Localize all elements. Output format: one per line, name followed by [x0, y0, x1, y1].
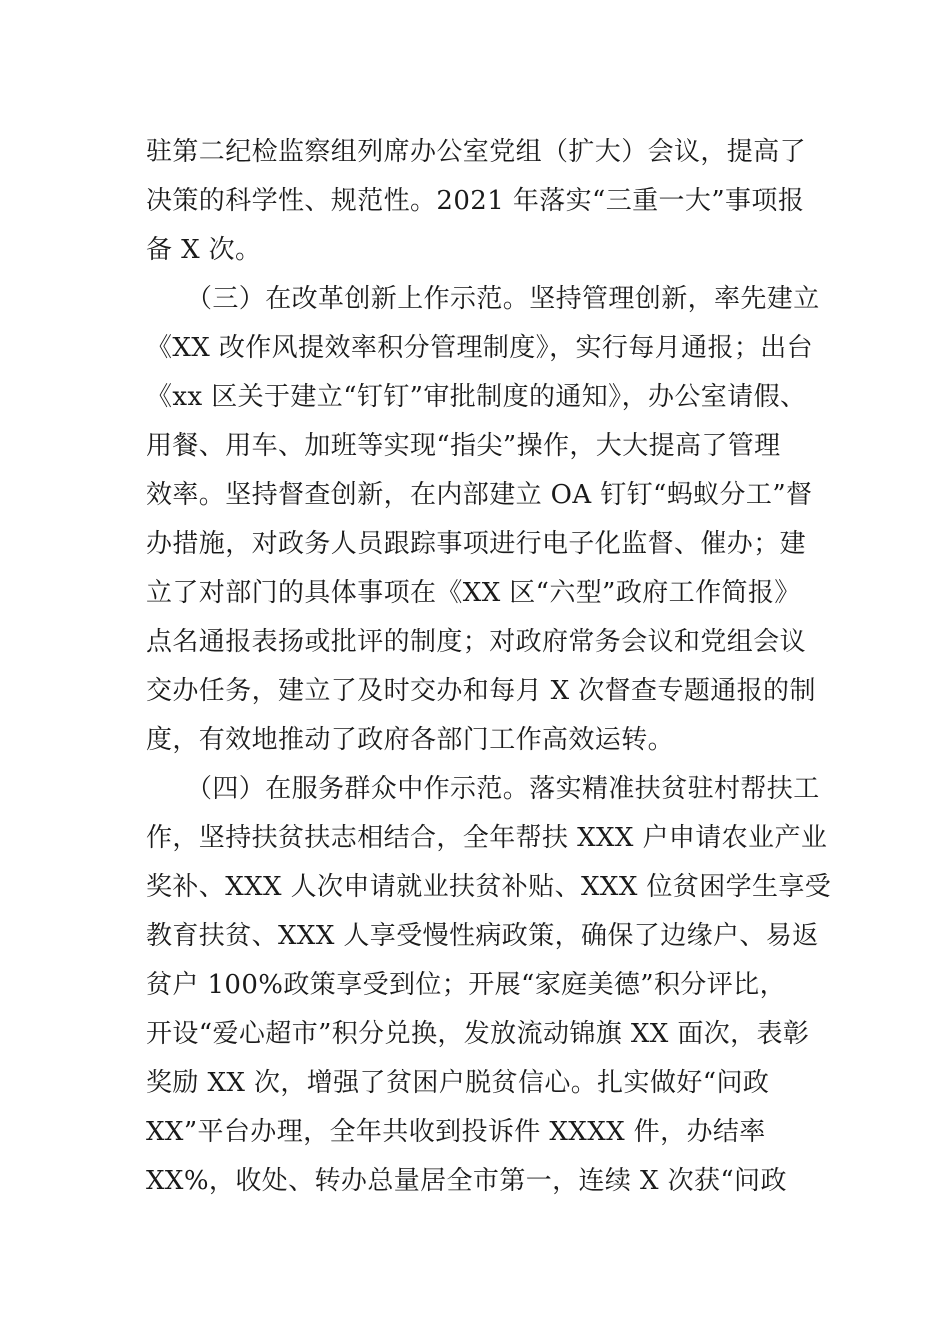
text-line: 开设“爱心超市”积分兑换，发放流动锦旗 XX 面次，表彰	[146, 1019, 810, 1049]
text-line: 度，有效地推动了政府各部门工作高效运转。	[146, 725, 675, 755]
text-line: 备 X 次。	[146, 235, 262, 265]
text-line: 《XX 改作风提效率积分管理制度》，实行每月通报；出台	[146, 333, 814, 363]
text-line: 用餐、用车、加班等实现“指尖”操作，大大提高了管理	[146, 431, 781, 461]
text-line: XX”平台办理，全年共收到投诉件 XXXX 件，办结率	[146, 1117, 766, 1147]
text-line: 作，坚持扶贫扶志相结合，全年帮扶 XXX 户申请农业产业	[146, 823, 828, 853]
body-text	[146, 128, 832, 1206]
text-line: 教育扶贫、XXX 人享受慢性病政策，确保了边缘户、易返	[146, 921, 819, 951]
text-line: 立了对部门的具体事项在《XX 区“六型”政府工作简报》	[146, 578, 801, 608]
text-line: 奖补、XXX 人次申请就业扶贫补贴、XXX 位贫困学生享受	[146, 872, 832, 902]
text-line: 效率。坚持督查创新，在内部建立 OA 钉钉“蚂蚁分工”督	[146, 480, 813, 510]
text-line: 驻第二纪检监察组列席办公室党组（扩大）会议，提高了	[146, 137, 807, 167]
text-line: 点名通报表扬或批评的制度；对政府常务会议和党组会议	[146, 627, 807, 657]
text-line: 《xx 区关于建立“钉钉”审批制度的通知》，办公室请假、	[146, 382, 807, 412]
text-line: 贫户 100%政策享受到位；开展“家庭美德”积分评比，	[146, 970, 786, 1000]
text-line: XX%，收处、转办总量居全市第一，连续 X 次获“问政	[146, 1166, 787, 1196]
paragraph-start-line: （四）在服务群众中作示范。落实精准扶贫驻村帮扶工	[186, 774, 820, 804]
text-line: 交办任务，建立了及时交办和每月 X 次督查专题通报的制	[146, 676, 816, 706]
text-line: 奖励 XX 次，增强了贫困户脱贫信心。扎实做好“问政	[146, 1068, 770, 1098]
paragraph-start-line: （三）在改革创新上作示范。坚持管理创新，率先建立	[186, 284, 820, 314]
text-line: 办措施，对政务人员跟踪事项进行电子化监督、催办；建	[146, 529, 807, 559]
text-line: 决策的科学性、规范性。2021 年落实“三重一大”事项报	[146, 186, 805, 216]
